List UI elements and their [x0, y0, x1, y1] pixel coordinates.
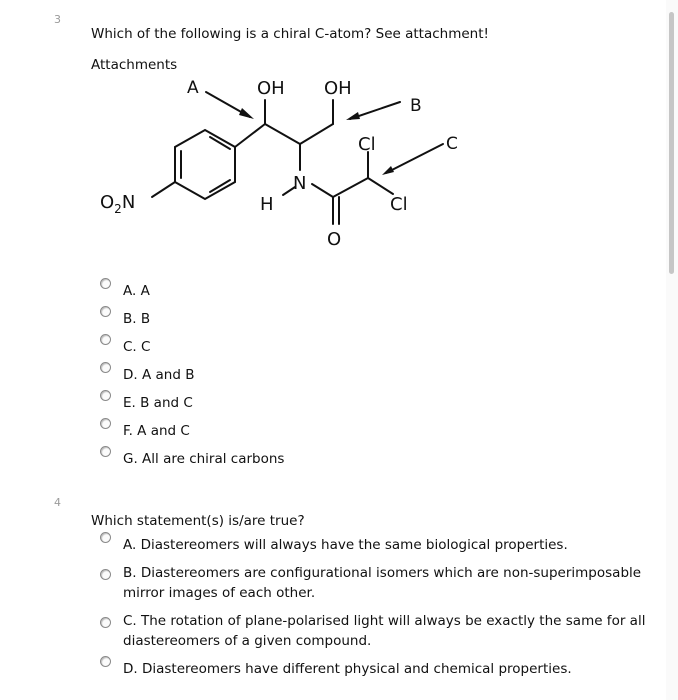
- scrollbar-thumb[interactable]: [669, 12, 674, 274]
- option-label: D. A and B: [123, 367, 195, 383]
- radio-button[interactable]: [100, 334, 111, 345]
- label-C: C: [446, 134, 458, 154]
- label-O: O: [327, 229, 342, 250]
- label-N: N: [293, 173, 307, 194]
- option-label: C. The rotation of plane-polarised light will always be exactly the same for all diastereomers of a given compound.: [123, 613, 646, 649]
- q3-option-b[interactable]: [100, 309, 150, 329]
- attachments-label: Attachments: [91, 57, 178, 73]
- label-OH-1: OH: [257, 78, 285, 99]
- option-label: A. Diastereomers will always have the same biological properties.: [123, 537, 568, 553]
- question-4-text: Which statement(s) is/are true?: [91, 513, 305, 529]
- question-number-3: 3: [54, 13, 61, 26]
- radio-button[interactable]: [100, 446, 111, 457]
- option-label: B. B: [123, 311, 151, 327]
- radio-button[interactable]: [100, 617, 111, 628]
- option-label: D. Diastereomers have different physical and chemical properties.: [123, 661, 572, 677]
- radio-button[interactable]: [100, 532, 111, 543]
- radio-button[interactable]: [100, 278, 111, 289]
- radio-button[interactable]: [100, 362, 111, 373]
- q4-option-c[interactable]: [100, 611, 645, 651]
- molecule-structure-image: [90, 72, 570, 257]
- option-label: B. Diastereomers are configurational isomers which are non-superimposable mirror images of each other.: [123, 565, 642, 601]
- label-O2N: $O_2N$: [100, 192, 136, 216]
- radio-button[interactable]: [100, 569, 111, 580]
- radio-button[interactable]: [100, 418, 111, 429]
- radio-button[interactable]: [100, 306, 111, 317]
- q4-option-d[interactable]: [100, 659, 572, 679]
- label-Cl-bottom: Cl: [390, 194, 408, 215]
- q3-option-e[interactable]: [100, 393, 193, 413]
- option-label: F. A and C: [123, 423, 190, 439]
- q3-option-c[interactable]: [100, 337, 150, 357]
- question-number-4: 4: [54, 496, 61, 509]
- option-label: G. All are chiral carbons: [123, 451, 285, 467]
- q4-option-b[interactable]: [100, 563, 641, 603]
- label-H: H: [260, 194, 274, 215]
- question-3-text: Which of the following is a chiral C-atom? See attachment!: [91, 26, 489, 42]
- label-Cl-top: Cl: [358, 134, 376, 155]
- q3-option-a[interactable]: [100, 281, 150, 301]
- vertical-scrollbar[interactable]: [666, 0, 678, 700]
- option-label: C. C: [123, 339, 151, 355]
- q3-option-d[interactable]: [100, 365, 194, 385]
- label-A: A: [187, 78, 199, 98]
- q4-option-a[interactable]: [100, 535, 568, 555]
- option-label: E. B and C: [123, 395, 193, 411]
- radio-button[interactable]: [100, 656, 111, 667]
- label-B: B: [410, 96, 422, 116]
- label-OH-2: OH: [324, 78, 352, 99]
- radio-button[interactable]: [100, 390, 111, 401]
- q3-option-g[interactable]: [100, 449, 284, 469]
- option-label: A. A: [123, 283, 150, 299]
- q3-option-f[interactable]: [100, 421, 190, 441]
